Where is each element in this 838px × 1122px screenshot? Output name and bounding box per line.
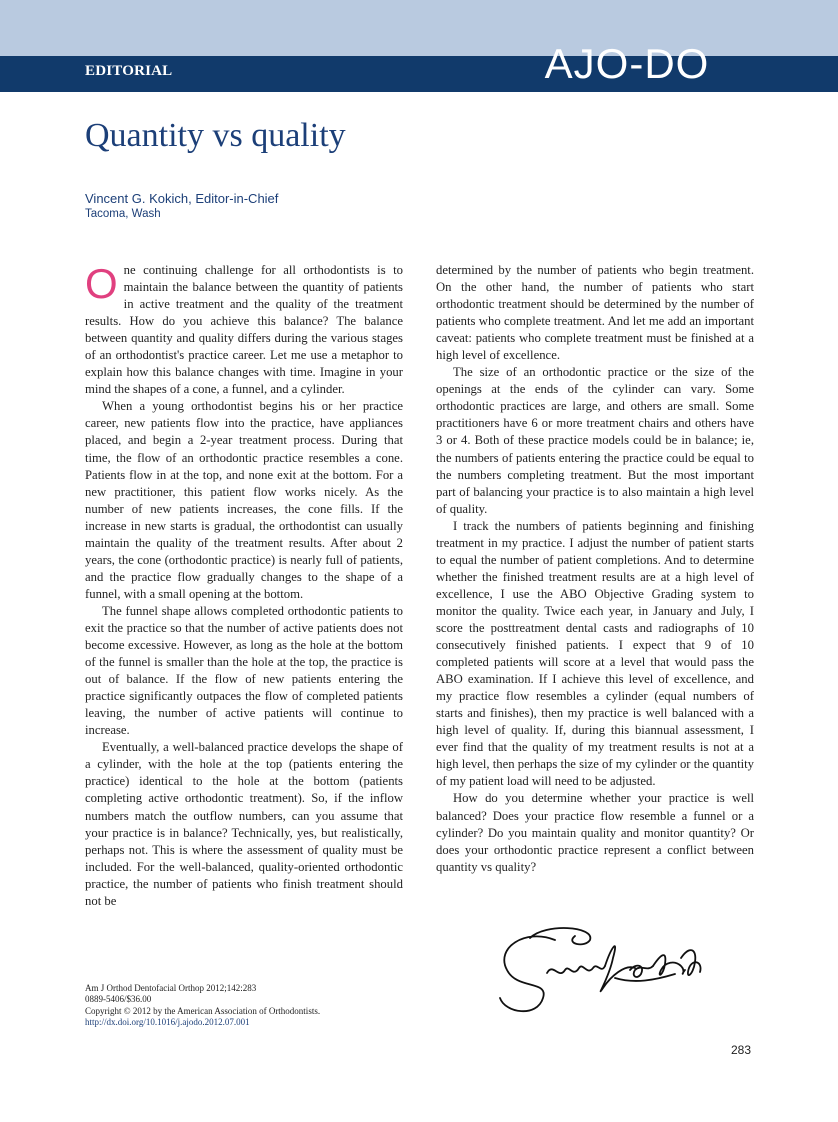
article-title: Quantity vs quality (85, 117, 346, 154)
body-column-left (85, 262, 403, 910)
author-line: Vincent G. Kokich, Editor-in-Chief (85, 191, 279, 206)
paragraph-text: ne continuing challenge for all orthodontists is to maintain the balance between the quantity of patients in active treatment and the quality of the treatment results. How do you achieve this balance? The balance between quantity and quality differs during the various stages of an orthodontist's practice career. Let me use a metaphor to explain how this balance changes with time. Imagine in your mind the shapes of a cone, a funnel, and a cylinder. (85, 263, 403, 397)
citation-footer (85, 983, 415, 1028)
doi-link[interactable]: http://dx.doi.org/10.1016/j.ajodo.2012.07.001 (85, 1016, 250, 1027)
paragraph: I track the numbers of patients beginning and finishing treatment in my practice. I adjust the number of patient starts to equal the number of patient completions. And to determine whether the finished treatment results are at a high level of excellence, I use the ABO Objective Grading system to monitor the quality. Twice each year, in January and July, I score the posttreatment dental casts and radiographs of 10 consecutively finished patients. I expect that 9 of 10 completed patients will score at a level that would pass the ABO examination. If I achieve this level of excellence, and my practice flow resembles a cylinder (equal numbers of starts and finishes), then my practice is well balanced with a high level of quality. If, during this biannual assessment, I ever find that the quality of my treatment results is not at a high level, then perhaps the size of my cylinder or the quantity of my patient load will need to be adjusted. (436, 518, 754, 789)
paragraph: The funnel shape allows completed orthodontic patients to exit the practice so that the number of active patients does not become excessive. However, as long as the hole at the bottom of the funnel is smaller than the hole at the top, the practice is out of balance. If the flow of new patients entering the practice significantly outpaces the flow of completed patients leaving, the number of active patients will continue to increase. (85, 603, 403, 738)
section-label: EDITORIAL (85, 63, 173, 79)
body-column-right (436, 262, 754, 876)
page-number: 283 (731, 1043, 752, 1057)
journal-logo-text: AJO-DO (544, 40, 710, 87)
paragraph: determined by the number of patients who begin treatment. On the other hand, the number of patients who start orthodontic treatment should be determined by the number of patients who complete treatment. And let me add an important caveat: patients who complete treatment must be finished at a high level of excellence. (436, 263, 754, 363)
paragraph: How do you determine whether your practice is well balanced? Does your practice flow resemble a funnel or a cylinder? Do you maintain quality and monitor quantity? Or does your orthodontic practice represent a conflict between quantity vs quality? (436, 791, 754, 874)
citation-line: Am J Orthod Dentofacial Orthop 2012;142:283 (85, 983, 257, 993)
drop-cap: O (85, 260, 118, 307)
author-location: Tacoma, Wash (85, 208, 161, 220)
handwritten-signature-icon (485, 918, 715, 1028)
paragraph: Eventually, a well-balanced practice develops the shape of a cylinder, with the hole at the top (patients entering the practice) identical to the hole at the bottom (patients completing active orthodontic treatment). So, if the inflow numbers match the outflow numbers, can you assume that your practice is in balance? Technically, yes, but realistically, perhaps not. This is where the assessment of quality must be included. For the well-balanced, quality-oriented orthodontic practice, the number of patients who finish treatment should not be (85, 740, 403, 908)
copyright-line: Copyright © 2012 by the American Association of Orthodontists. (85, 1005, 321, 1016)
paragraph (85, 262, 403, 398)
paragraph: The size of an orthodontic practice or the size of the openings at the ends of the cylinder can vary. Some orthodontic practices are large, and others are small. Some practitioners have 6 or more treatment chairs and others have 3 or 4. Both of these practice models could be in balance; ie, the numbers of patients entering the practice could be equal to the numbers completing treatment. But the most important part of balancing your practice is to also maintain a high level of quality. (436, 365, 754, 516)
price-line: 0889-5406/$36.00 (85, 994, 152, 1005)
journal-logo (537, 32, 717, 90)
paragraph: When a young orthodontist begins his or her practice career, new patients flow into the practice, have appliances placed, and begin a 2-year treatment process. During that time, the flow of an orthodontic practice resembles a cone. Patients flow in at the top, and none exit at the bottom. For a new practitioner, this patient flow works nicely. As the number of new patients increases, the cone fills. If the increase in new starts is gradual, the orthodontist can usually maintain the quality of the treatment results. After about 2 years, the cone (orthodontic practice) is nearly full of patients, and the practice flow gradually changes to the shape of a funnel, with a small opening at the bottom. (85, 399, 403, 601)
